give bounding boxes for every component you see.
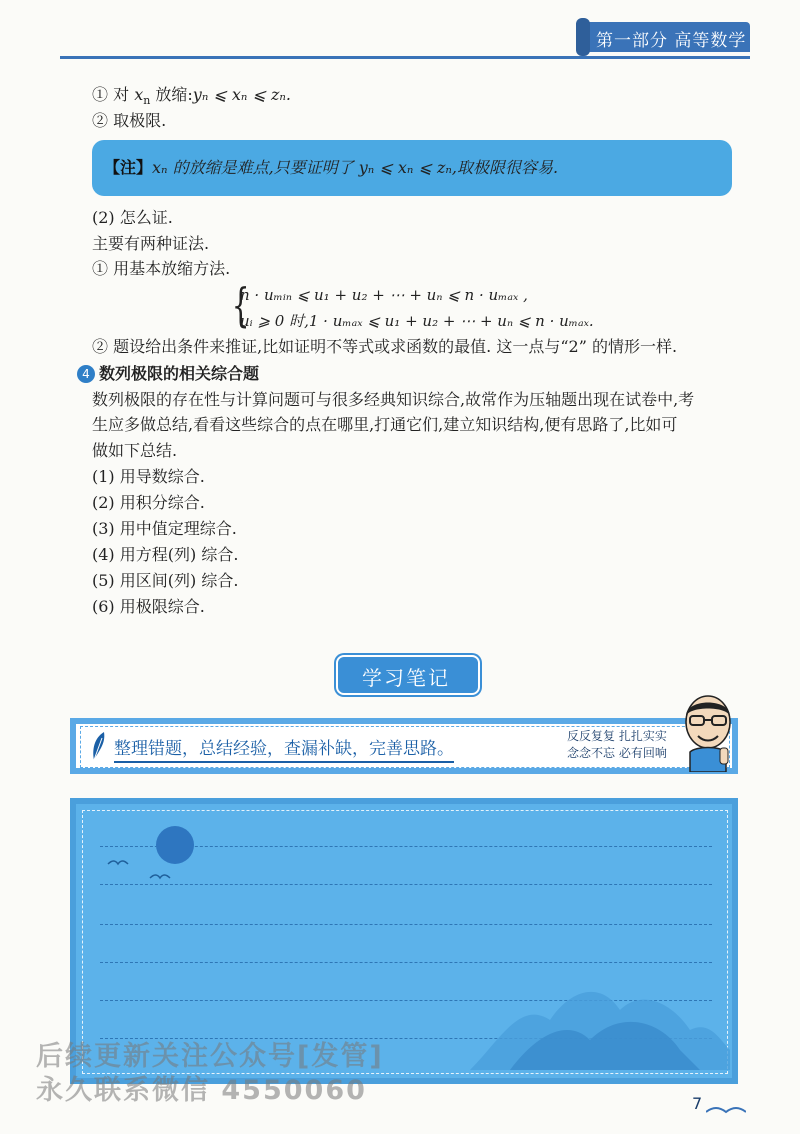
mountains-icon <box>470 960 730 1070</box>
teacher-mascot-icon <box>676 692 740 772</box>
paragraph-line-2: 生应多做总结,看看这些综合的点在哪里,打通它们,建立知识结构,便有思路了,比如可 <box>92 415 678 434</box>
note-rule-line <box>100 924 712 925</box>
list-item: (2) 用积分综合. <box>92 493 205 512</box>
motto-tag-1: 反反复复 扎扎实实 <box>567 729 667 743</box>
scroll-icon <box>576 18 590 56</box>
equation-2: uᵢ ⩾ 0 时,1 · uₘₐₓ ⩽ u₁ + u₂ + ⋯ + uₙ ⩽ n · uₘₐₓ. <box>240 312 594 330</box>
paragraph-line-3: 做如下总结. <box>92 441 178 460</box>
list-item: (3) 用中值定理综合. <box>92 519 237 538</box>
line-take-limit: ② 取极限. <box>92 111 167 130</box>
watermark-line-1: 后续更新关注公众号[发管] <box>36 1041 384 1072</box>
list-item: (6) 用极限综合. <box>92 597 205 616</box>
wave-icon <box>706 1104 746 1114</box>
note-text: xₙ 的放缩是难点,只要证明了 yₙ ⩽ xₙ ⩽ zₙ,取极限很容易. <box>152 158 559 177</box>
line-how-to-prove: (2) 怎么证. <box>92 208 173 227</box>
note-label: 【注】 <box>104 158 153 177</box>
line-given-conditions: ② 题设给出条件来推证,比如证明不等式或求函数的最值. 这一点与“2” 的情形一样. <box>92 337 678 356</box>
page-number: 7 <box>692 1094 703 1113</box>
header-section-title: 第一部分 高等数学 <box>596 31 747 51</box>
note-rule-line <box>100 884 712 885</box>
section-number-badge: 4 <box>77 365 95 383</box>
study-notes-title: 学习笔记 <box>362 666 450 690</box>
list-item: (5) 用区间(列) 综合. <box>92 571 239 590</box>
feather-icon <box>90 730 110 762</box>
header-rule <box>60 56 750 59</box>
section-title: 数列极限的相关综合题 <box>99 364 260 383</box>
birds-icon <box>104 856 184 886</box>
list-item: (4) 用方程(列) 综合. <box>92 545 239 564</box>
motto-tag-2: 念念不忘 必有回响 <box>567 746 667 760</box>
line-two-methods: 主要有两种证法. <box>92 234 210 253</box>
motto-text: 整理错题，总结经验，查漏补缺，完善思路。 <box>114 734 454 763</box>
list-item: (1) 用导数综合. <box>92 467 205 486</box>
equation-1: n · uₘᵢₙ ⩽ u₁ + u₂ + ⋯ + uₙ ⩽ n · uₘₐₓ , <box>240 286 528 304</box>
watermark-line-2: 永久联系微信 4550060 <box>36 1075 367 1106</box>
brace-symbol: { <box>231 278 250 332</box>
line-shrink-xn: ① 对 $x_n$ 放缩:yₙ ⩽ xₙ ⩽ zₙ. <box>92 85 291 108</box>
line-basic-method: ① 用基本放缩方法. <box>92 259 231 278</box>
paragraph-line-1: 数列极限的存在性与计算问题可与很多经典知识综合,故常作为压轴题出现在试卷中,考 <box>92 390 695 409</box>
